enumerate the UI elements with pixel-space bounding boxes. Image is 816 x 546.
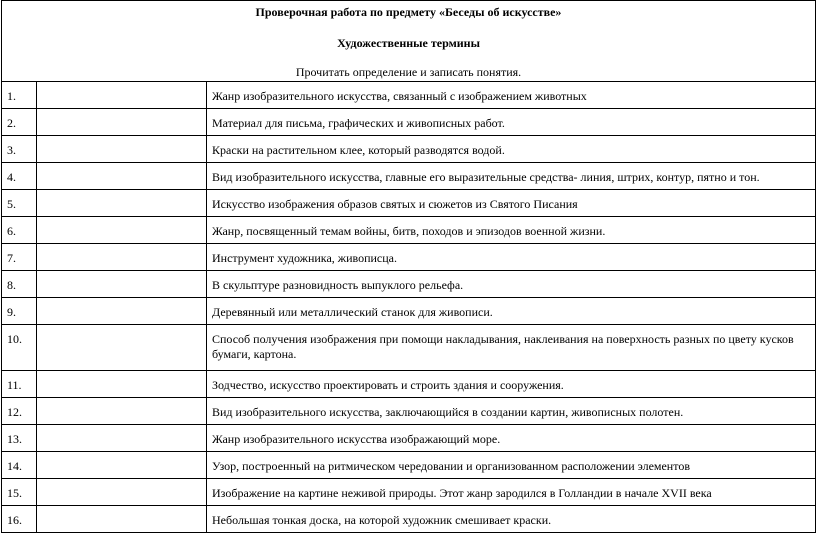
answer-cell[interactable] bbox=[37, 505, 207, 532]
table-row bbox=[2, 243, 816, 270]
definition-text: Искусство изображения образов святых и сюжетов из Святого Писания bbox=[207, 189, 816, 216]
definition-text: Инструмент художника, живописца. bbox=[207, 243, 816, 270]
row-number: 10. bbox=[2, 324, 37, 370]
row-number: 6. bbox=[2, 216, 37, 243]
definition-text: Небольшая тонкая доска, на которой художник смешивает краски. bbox=[207, 505, 816, 532]
answer-cell[interactable] bbox=[37, 81, 207, 108]
table-row bbox=[2, 451, 816, 478]
answer-cell[interactable] bbox=[37, 108, 207, 135]
answer-cell[interactable] bbox=[37, 135, 207, 162]
table-row bbox=[2, 478, 816, 505]
table-row bbox=[2, 216, 816, 243]
answer-cell[interactable] bbox=[37, 478, 207, 505]
row-number: 16. bbox=[2, 505, 37, 532]
terms-table-body bbox=[2, 1, 816, 533]
row-number: 8. bbox=[2, 270, 37, 297]
answer-cell[interactable] bbox=[37, 324, 207, 370]
definition-text: Изображение на картине неживой природы. Этот жанр зародился в Голландии в начале XVII века bbox=[207, 478, 816, 505]
answer-cell[interactable] bbox=[37, 397, 207, 424]
answer-cell[interactable] bbox=[37, 162, 207, 189]
answer-cell[interactable] bbox=[37, 424, 207, 451]
row-number: 7. bbox=[2, 243, 37, 270]
table-row bbox=[2, 108, 816, 135]
definition-text: Жанр, посвященный темам войны, битв, походов и эпизодов военной жизни. bbox=[207, 216, 816, 243]
answer-cell[interactable] bbox=[37, 451, 207, 478]
table-row bbox=[2, 270, 816, 297]
page-subtitle: Художественные термины bbox=[337, 35, 480, 50]
definition-text: Деревянный или металлический станок для живописи. bbox=[207, 297, 816, 324]
header-cell bbox=[2, 1, 816, 82]
definition-text: Вид изобразительного искусства, главные его выразительные средства- линия, штрих, контур, пятно и тон. bbox=[207, 162, 816, 189]
table-row bbox=[2, 324, 816, 370]
answer-cell[interactable] bbox=[37, 243, 207, 270]
answer-cell[interactable] bbox=[37, 189, 207, 216]
definition-text: Вид изобразительного искусства, заключающийся в создании картин, живописных полотен. bbox=[207, 397, 816, 424]
row-number: 11. bbox=[2, 370, 37, 397]
table-row bbox=[2, 81, 816, 108]
definition-text: Жанр изобразительного искусства изображающий море. bbox=[207, 424, 816, 451]
table-row bbox=[2, 397, 816, 424]
row-number: 2. bbox=[2, 108, 37, 135]
row-number: 14. bbox=[2, 451, 37, 478]
table-row bbox=[2, 297, 816, 324]
table-row bbox=[2, 135, 816, 162]
definition-text: Жанр изобразительного искусства, связанный с изображением животных bbox=[207, 81, 816, 108]
answer-cell[interactable] bbox=[37, 370, 207, 397]
terms-table bbox=[1, 0, 816, 533]
definition-text: Способ получения изображения при помощи накладывания, наклеивания на поверхность разных по цвету кусков бумаги, картона. bbox=[207, 324, 816, 370]
answer-cell[interactable] bbox=[37, 216, 207, 243]
row-number: 3. bbox=[2, 135, 37, 162]
row-number: 5. bbox=[2, 189, 37, 216]
table-row bbox=[2, 370, 816, 397]
answer-cell[interactable] bbox=[37, 270, 207, 297]
table-row bbox=[2, 505, 816, 532]
row-number: 9. bbox=[2, 297, 37, 324]
row-number: 12. bbox=[2, 397, 37, 424]
table-row bbox=[2, 189, 816, 216]
table-row bbox=[2, 162, 816, 189]
definition-text: Зодчество, искусство проектировать и строить здания и сооружения. bbox=[207, 370, 816, 397]
header-row bbox=[2, 1, 816, 82]
definition-text: Материал для письма, графических и живописных работ. bbox=[207, 108, 816, 135]
definition-text: Узор, построенный на ритмическом чередовании и организованном расположении элементов bbox=[207, 451, 816, 478]
row-number: 15. bbox=[2, 478, 37, 505]
answer-cell[interactable] bbox=[37, 297, 207, 324]
definition-text: В скульптуре разновидность выпуклого рельефа. bbox=[207, 270, 816, 297]
page-title: Проверочная работа по предмету «Беседы об искусстве» bbox=[255, 5, 562, 19]
row-number: 4. bbox=[2, 162, 37, 189]
instruction-text: Прочитать определение и записать понятия. bbox=[295, 65, 522, 80]
definition-text: Краски на растительном клее, который разводятся водой. bbox=[207, 135, 816, 162]
row-number: 1. bbox=[2, 81, 37, 108]
row-number: 13. bbox=[2, 424, 37, 451]
table-row bbox=[2, 424, 816, 451]
